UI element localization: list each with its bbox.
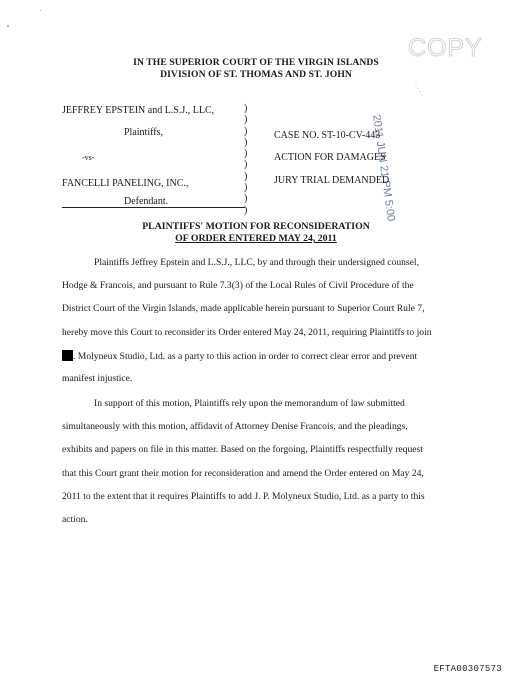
caption-underline xyxy=(62,207,245,208)
scan-speck xyxy=(40,10,41,11)
received-stamp-seal: · · · · · xyxy=(410,80,424,98)
jury-demand: JURY TRIAL DEMANDED xyxy=(274,175,390,186)
body-line: manifest injustice. xyxy=(62,373,133,384)
body-line: Hodge & Francois, and pursuant to Rule 7.3(3) of the Local Rules of Civil Procedure of the xyxy=(62,280,414,291)
court-name: IN THE SUPERIOR COURT OF THE VIRGIN ISLANDS xyxy=(133,57,379,68)
versus-label: -vs- xyxy=(82,153,95,162)
bates-number: EFTA00307573 xyxy=(433,664,502,674)
received-stamp xyxy=(370,70,460,223)
body-line: action. xyxy=(62,514,88,525)
scan-speck xyxy=(7,25,9,27)
body-line: exhibits and papers on file in this matter. Based on the forgoing, Plaintiffs respectfully request xyxy=(62,444,423,455)
case-number: CASE NO. ST-10-CV-443 xyxy=(274,130,381,141)
defendant-name: FANCELLI PANELING, INC., xyxy=(62,178,189,189)
body-line: that this Court grant their motion for reconsideration and amend the Order entered on May 24, xyxy=(62,468,424,479)
defendant-role: Defendant. xyxy=(124,196,169,207)
motion-subtitle: OF ORDER ENTERED MAY 24, 2011 xyxy=(175,233,337,244)
action-type: ACTION FOR DAMAGES xyxy=(274,152,386,163)
body-line-redacted xyxy=(62,350,417,362)
body-line-text: . Molyneux Studio, Ltd. as a party to this action in order to correct clear error and prevent xyxy=(73,351,418,362)
motion-title: PLAINTIFFS' MOTION FOR RECONSIDERATION xyxy=(142,221,370,232)
plaintiff-role: Plaintiffs, xyxy=(124,127,163,138)
body-line: 2011 to the extent that it requires Plaintiffs to add J. P. Molyneux Studio, Ltd. as a party to this xyxy=(62,491,425,502)
body-line: Plaintiffs Jeffrey Epstein and L.S.J., LLC, by and through their undersigned counsel, xyxy=(94,257,419,268)
court-division: DIVISION OF ST. THOMAS AND ST. JOHN xyxy=(160,69,352,80)
redaction-box xyxy=(62,350,73,361)
body-line: hereby move this Court to reconsider its Order entered May 24, 2011, requiring Plaintiffs to join xyxy=(62,327,432,338)
copy-stamp: COPY xyxy=(408,34,483,62)
plaintiff-name: JEFFREY EPSTEIN and L.S.J., LLC, xyxy=(62,105,215,116)
caption-parentheses: ) ) ) ) ) ) ) ) ) ) xyxy=(244,103,248,216)
body-line: In support of this motion, Plaintiffs rely upon the memorandum of law submitted xyxy=(94,398,405,409)
body-line: simultaneously with this motion, affidavit of Attorney Denise Francois, and the pleadings, xyxy=(62,421,408,432)
received-stamp-date: 2011 JUN 21 PM 5:00 xyxy=(370,114,397,223)
body-line: District Court of the Virgin Islands, made applicable herein pursuant to Superior Court Rule 7, xyxy=(62,303,425,314)
